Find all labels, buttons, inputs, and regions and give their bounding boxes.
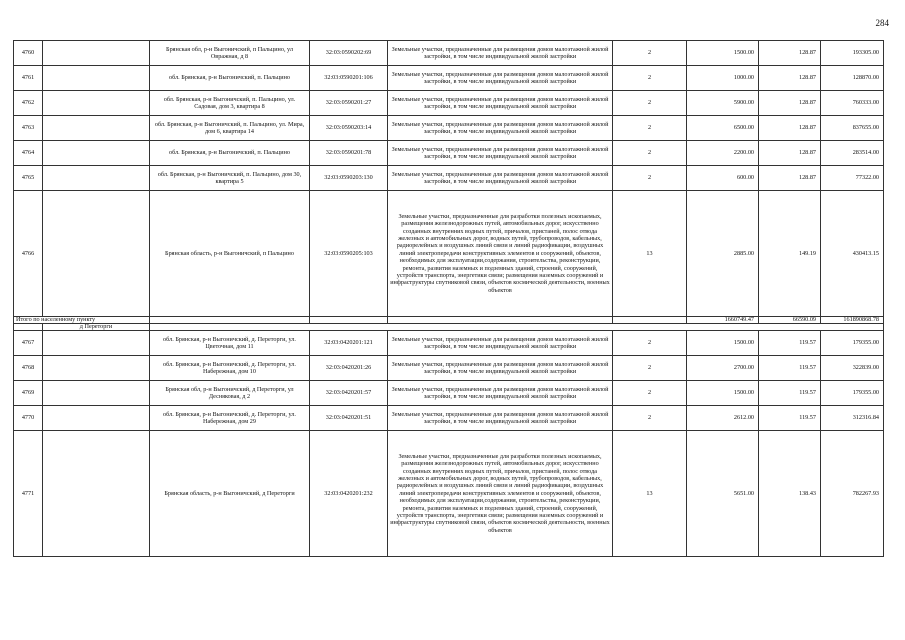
row-id: 4767: [14, 331, 43, 356]
row-address: обл. Брянская, р-н Выгоничский, д. Переторги, ул. Цветочная, дом 11: [150, 331, 310, 356]
row-group: 2: [613, 91, 687, 116]
cadastral-value-table: [13, 40, 884, 557]
row-id: 4769: [14, 381, 43, 406]
row-id: 4766: [14, 191, 43, 317]
row-group: 2: [613, 381, 687, 406]
row-area: 1500.00: [687, 41, 759, 66]
row-address: обл. Брянская, р-н Выгоничский, д. Переторги, ул. Набережная, дом 29: [150, 406, 310, 431]
row-cadastral-value: 77322.00: [821, 166, 884, 191]
table-row: [14, 166, 884, 191]
row-id: 4765: [14, 166, 43, 191]
row-spacer: [43, 191, 150, 317]
row-group: 2: [613, 356, 687, 381]
row-specific-value: 128.87: [759, 91, 821, 116]
row-cadastral-number: 32:03:0420201:121: [310, 331, 388, 356]
row-group: 2: [613, 141, 687, 166]
row-land-purpose: Земельные участки, предназначенные для размещения домов малоэтажной жилой застройки, в том числе индивидуальной жилой застройки: [388, 141, 613, 166]
row-spacer: [43, 66, 150, 91]
total-label: Итого по населенному пункту: [14, 317, 150, 324]
total-area: 1660749.47: [687, 317, 759, 324]
row-cadastral-value: 837655.00: [821, 116, 884, 141]
table-body-peretorgi: [14, 331, 884, 557]
table-row: [14, 331, 884, 356]
page-number: 284: [875, 18, 889, 28]
total-rate: 66590.09: [759, 317, 821, 324]
row-cadastral-number: 32:03:0590205:103: [310, 191, 388, 317]
row-cadastral-number: 32:03:0590201:106: [310, 66, 388, 91]
row-area: 5651.00: [687, 431, 759, 557]
row-cadastral-number: 32:03:0590201:78: [310, 141, 388, 166]
row-land-purpose: Земельные участки, предназначенные для разработки полезных ископаемых, размещения железнодорожных путей, автомобильных дорог, искусственно созданных внутренних водных путей, причалов, пристаней, полос отвода железных и автомобильных дорог, водных путей, трубопроводов, кабельных, радиорелейных и воздушных линий связи и линий радиофикации, воздушных линий электропередачи конструктивных элементов и сооружений, объектов, необходимых для эксплуатации,содержания, строительства, реконструкции, ремонта, развития наземных и подземных зданий, строений, сооружений, устройств транспорта, энергетики связи; размещения наземных сооружений и инфраструктуры спутниковой связи, объектов космической деятельности, военных объектов: [388, 431, 613, 557]
row-spacer: [43, 406, 150, 431]
row-address: обл. Брянская, р-н Выгоничский, п. Пальцино, дом 30, квартира 5: [150, 166, 310, 191]
row-land-purpose: Земельные участки, предназначенные для размещения домов малоэтажной жилой застройки, в том числе индивидуальной жилой застройки: [388, 166, 613, 191]
row-specific-value: 119.57: [759, 406, 821, 431]
total-row: [14, 317, 884, 324]
row-area: 5900.00: [687, 91, 759, 116]
row-address: Брянская обл, р-н Выгоничский, п Пальцино, ул Овражная, д 8: [150, 41, 310, 66]
row-cadastral-value: 193305.00: [821, 41, 884, 66]
row-area: 600.00: [687, 166, 759, 191]
row-address: обл. Брянская, р-н Выгоничский, п. Пальцино, ул. Садовая, дом 3, квартира 8: [150, 91, 310, 116]
row-id: 4764: [14, 141, 43, 166]
row-specific-value: 138.43: [759, 431, 821, 557]
row-specific-value: 119.57: [759, 356, 821, 381]
row-area: 1000.00: [687, 66, 759, 91]
row-group: 2: [613, 41, 687, 66]
row-specific-value: 128.87: [759, 141, 821, 166]
row-land-purpose: Земельные участки, предназначенные для размещения домов малоэтажной жилой застройки, в том числе индивидуальной жилой застройки: [388, 66, 613, 91]
row-area: 2885.00: [687, 191, 759, 317]
row-spacer: [43, 331, 150, 356]
row-spacer: [43, 141, 150, 166]
row-group: 2: [613, 116, 687, 141]
row-cadastral-number: 32:03:0590202:69: [310, 41, 388, 66]
settlement-subheading: д Переторги: [43, 324, 150, 331]
row-cadastral-value: 760333.00: [821, 91, 884, 116]
row-area: 1500.00: [687, 381, 759, 406]
row-id: 4770: [14, 406, 43, 431]
row-land-purpose: Земельные участки, предназначенные для размещения домов малоэтажной жилой застройки, в том числе индивидуальной жилой застройки: [388, 41, 613, 66]
row-spacer: [43, 356, 150, 381]
row-cadastral-number: 32:03:0420201:232: [310, 431, 388, 557]
row-address: Брянская область, р-н Выгоничский, п Пальцино: [150, 191, 310, 317]
table-row: [14, 381, 884, 406]
row-land-purpose: Земельные участки, предназначенные для размещения домов малоэтажной жилой застройки, в том числе индивидуальной жилой застройки: [388, 356, 613, 381]
row-area: 1500.00: [687, 331, 759, 356]
row-specific-value: 149.19: [759, 191, 821, 317]
row-land-purpose: Земельные участки, предназначенные для разработки полезных ископаемых, размещения железнодорожных путей, автомобильных дорог, искусственно созданных внутренних водных путей, причалов, пристаней, полос отвода железных и автомобильных дорог, водных путей, трубопроводов, кабельных, радиорелейных и воздушных линий связи и линий радиофикации, воздушных линий электропередачи конструктивных элементов и сооружений, объектов, необходимых для эксплуатации,содержания, строительства, реконструкции, ремонта, развития наземных и подземных зданий, строений, сооружений, устройств транспорта, энергетики связи; размещения наземных сооружений и инфраструктуры спутниковой связи, объектов космической деятельности, военных объектов: [388, 191, 613, 317]
row-land-purpose: Земельные участки, предназначенные для размещения домов малоэтажной жилой застройки, в том числе индивидуальной жилой застройки: [388, 116, 613, 141]
row-id: 4760: [14, 41, 43, 66]
subheading-row: [14, 324, 884, 331]
row-cadastral-number: 32:03:0590201:27: [310, 91, 388, 116]
row-specific-value: 119.57: [759, 331, 821, 356]
total-value: 161890868.78: [821, 317, 884, 324]
row-id: 4762: [14, 91, 43, 116]
row-area: 6500.00: [687, 116, 759, 141]
row-area: 2200.00: [687, 141, 759, 166]
row-cadastral-value: 283514.00: [821, 141, 884, 166]
row-specific-value: 119.57: [759, 381, 821, 406]
row-spacer: [43, 116, 150, 141]
row-land-purpose: Земельные участки, предназначенные для размещения домов малоэтажной жилой застройки, в том числе индивидуальной жилой застройки: [388, 381, 613, 406]
table-row: [14, 356, 884, 381]
row-cadastral-number: 32:03:0420201:26: [310, 356, 388, 381]
row-land-purpose: Земельные участки, предназначенные для размещения домов малоэтажной жилой застройки, в том числе индивидуальной жилой застройки: [388, 406, 613, 431]
table-row: [14, 141, 884, 166]
row-group: 13: [613, 431, 687, 557]
table-row: [14, 431, 884, 557]
row-specific-value: 128.87: [759, 166, 821, 191]
row-address: обл. Брянская, р-н Выгоничский, п. Пальцино: [150, 141, 310, 166]
row-spacer: [43, 431, 150, 557]
row-land-purpose: Земельные участки, предназначенные для размещения домов малоэтажной жилой застройки, в том числе индивидуальной жилой застройки: [388, 331, 613, 356]
row-group: 2: [613, 331, 687, 356]
table-body-paltsino: [14, 41, 884, 317]
row-address: Брянская обл, р-н Выгоничский, д Переторги, ул Десняковая, д 2: [150, 381, 310, 406]
row-cadastral-value: 782267.93: [821, 431, 884, 557]
row-group: 13: [613, 191, 687, 317]
table-row: [14, 406, 884, 431]
row-address: обл. Брянская, р-н Выгоничский, п. Пальцино: [150, 66, 310, 91]
row-id: 4761: [14, 66, 43, 91]
table-row: [14, 66, 884, 91]
row-spacer: [43, 381, 150, 406]
row-id: 4768: [14, 356, 43, 381]
row-spacer: [43, 41, 150, 66]
row-spacer: [43, 166, 150, 191]
table-row: [14, 116, 884, 141]
row-address: обл. Брянская, р-н Выгоничский, п. Пальцино, ул. Мира, дом 6, квартира 14: [150, 116, 310, 141]
row-cadastral-value: 179355.00: [821, 331, 884, 356]
row-area: 2700.00: [687, 356, 759, 381]
table-row: [14, 91, 884, 116]
row-land-purpose: Земельные участки, предназначенные для размещения домов малоэтажной жилой застройки, в том числе индивидуальной жилой застройки: [388, 91, 613, 116]
row-cadastral-number: 32:03:0420201:57: [310, 381, 388, 406]
row-cadastral-number: 32:03:0590203:130: [310, 166, 388, 191]
row-cadastral-number: 32:03:0590203:14: [310, 116, 388, 141]
row-address: обл. Брянская, р-н Выгоничский, д. Переторги, ул. Набережная, дом 10: [150, 356, 310, 381]
row-cadastral-value: 430413.15: [821, 191, 884, 317]
table-row: [14, 191, 884, 317]
row-address: Брянская область, р-н Выгоничский, д Переторги: [150, 431, 310, 557]
row-cadastral-number: 32:03:0420201:51: [310, 406, 388, 431]
row-cadastral-value: 179355.00: [821, 381, 884, 406]
row-id: 4771: [14, 431, 43, 557]
row-group: 2: [613, 406, 687, 431]
row-area: 2612.00: [687, 406, 759, 431]
row-specific-value: 128.87: [759, 66, 821, 91]
table-body-total: [14, 317, 884, 331]
row-id: 4763: [14, 116, 43, 141]
row-specific-value: 128.87: [759, 116, 821, 141]
row-specific-value: 128.87: [759, 41, 821, 66]
row-group: 2: [613, 166, 687, 191]
row-group: 2: [613, 66, 687, 91]
row-cadastral-value: 312316.84: [821, 406, 884, 431]
table-row: [14, 41, 884, 66]
row-cadastral-value: 128870.00: [821, 66, 884, 91]
row-spacer: [43, 91, 150, 116]
row-cadastral-value: 322839.00: [821, 356, 884, 381]
